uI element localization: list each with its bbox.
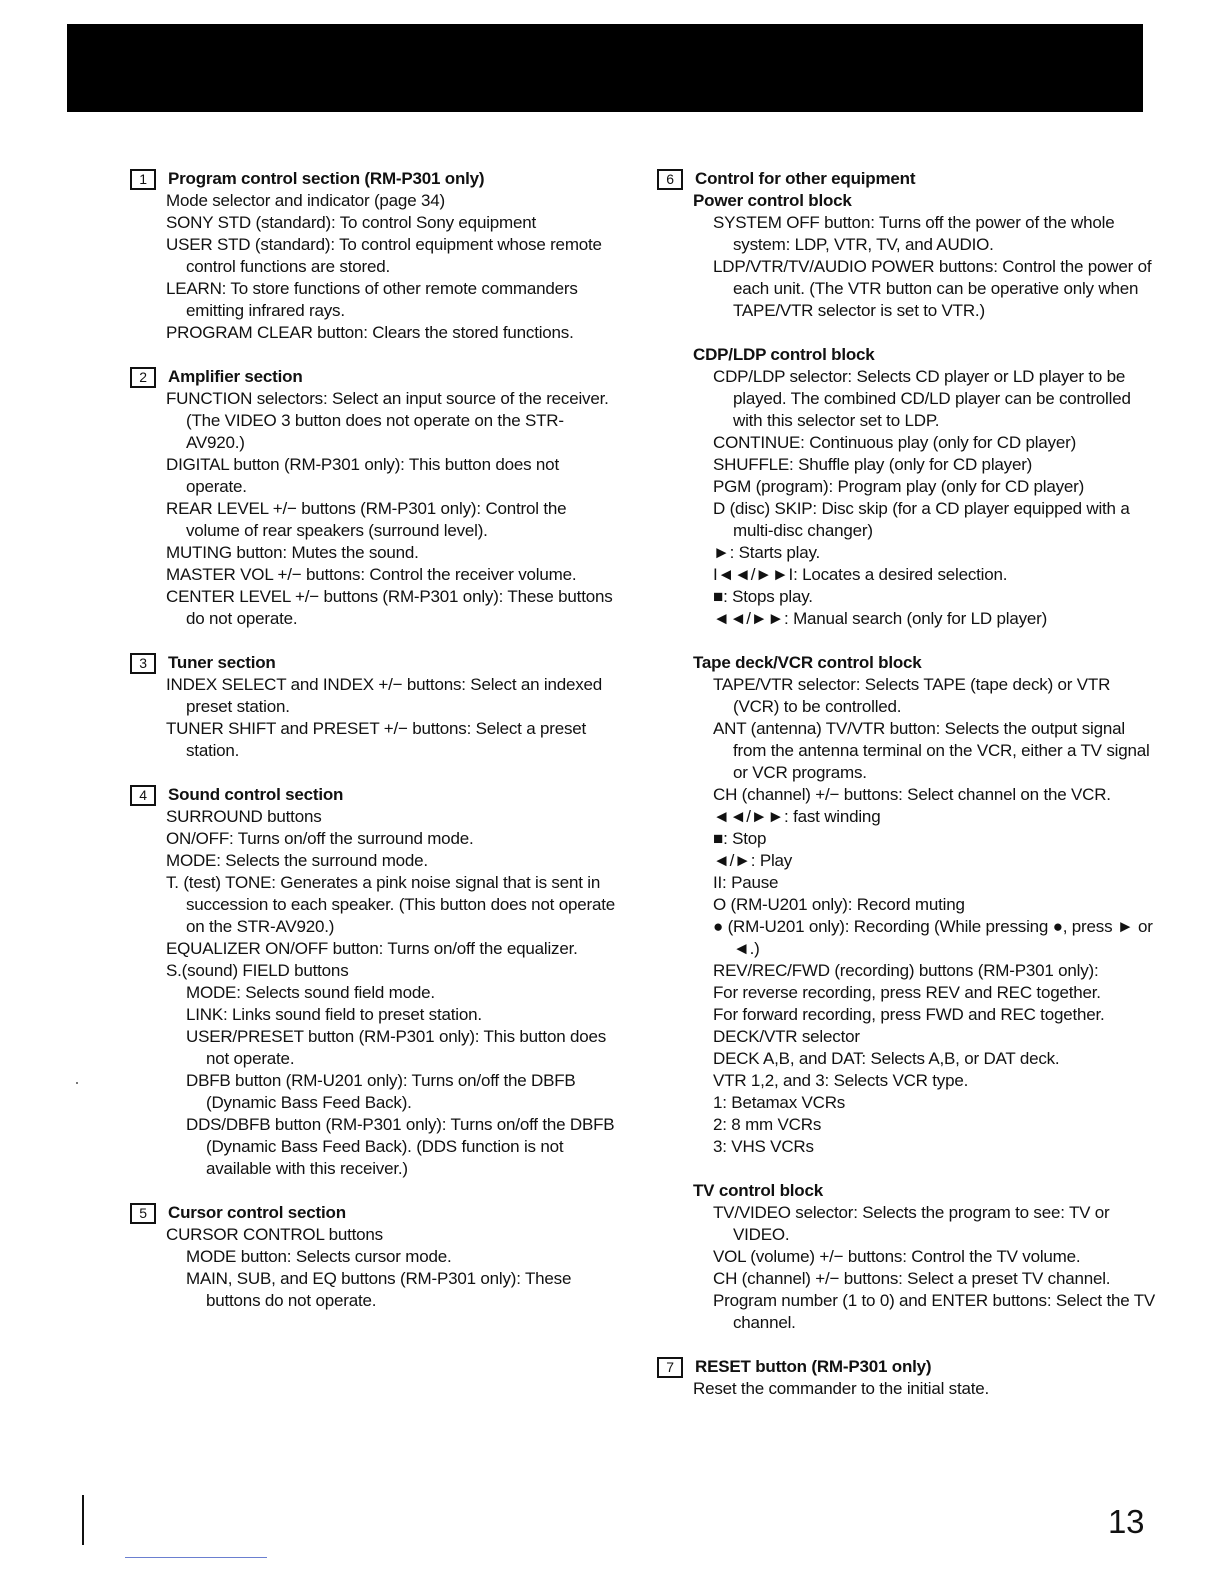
- section-tuner: [130, 652, 620, 762]
- right-column: [657, 168, 1157, 1422]
- list-item: ◄◄/►►: fast winding: [713, 807, 881, 826]
- section-content: [166, 1224, 620, 1312]
- section-content: [166, 806, 620, 1180]
- list-item: II: Pause: [713, 873, 779, 892]
- section-title: Sound control section: [168, 785, 344, 804]
- list-item: ● (RM-U201 only): Recording (While pressing ●, press ► or ◄.): [713, 917, 1153, 958]
- list-item: I◄◄/►►I: Locates a desired selection.: [713, 565, 1008, 584]
- list-item: MAIN, SUB, and EQ buttons (RM-P301 only): These buttons do not operate.: [186, 1269, 572, 1310]
- list-item: ■: Stops play.: [713, 587, 813, 606]
- page-number: 13: [1108, 1503, 1145, 1540]
- list-item: ON/OFF: Turns on/off the surround mode.: [166, 829, 474, 848]
- list-item: MODE: Selects sound field mode.: [186, 983, 435, 1002]
- section-heading: [130, 366, 620, 388]
- list-item: TAPE/VTR selector: Selects TAPE (tape deck) or VTR (VCR) to be controlled.: [713, 675, 1111, 716]
- section-number-box: 2: [130, 367, 156, 388]
- list-item: INDEX SELECT and INDEX +/− buttons: Select an indexed preset station.: [166, 675, 603, 716]
- section-heading: [130, 784, 620, 806]
- list-item: CONTINUE: Continuous play (only for CD player): [713, 433, 1077, 452]
- section-content: [166, 388, 620, 630]
- list-item: ►: Starts play.: [713, 543, 821, 562]
- list-item: USER/PRESET button (RM-P301 only): This button does not operate.: [186, 1027, 607, 1068]
- list-item: EQUALIZER ON/OFF button: Turns on/off the equalizer.: [166, 939, 578, 958]
- field-items: [186, 982, 620, 1180]
- list-item: PGM (program): Program play (only for CD player): [713, 477, 1085, 496]
- list-item: 3: VHS VCRs: [713, 1137, 814, 1156]
- section-heading: [130, 1202, 620, 1224]
- section-heading: [130, 168, 620, 190]
- section-cursor-control: [130, 1202, 620, 1312]
- margin-line: [82, 1495, 84, 1545]
- list-item: For reverse recording, press REV and REC together.: [713, 983, 1101, 1002]
- list-item: CENTER LEVEL +/− buttons (RM-P301 only): These buttons do not operate.: [166, 587, 613, 628]
- list-item: MODE: Selects the surround mode.: [166, 851, 428, 870]
- tape-vcr-control-block: [693, 652, 1157, 1158]
- list-item: PROGRAM CLEAR button: Clears the stored functions.: [166, 323, 574, 342]
- block-title: CDP/LDP control block: [693, 345, 875, 364]
- section-title: Amplifier section: [168, 367, 303, 386]
- section-title: Cursor control section: [168, 1203, 346, 1222]
- section-other-equipment: [657, 168, 1157, 1334]
- list-item: O (RM-U201 only): Record muting: [713, 895, 965, 914]
- list-item: MASTER VOL +/− buttons: Control the receiver volume.: [166, 565, 577, 584]
- block-title: Tape deck/VCR control block: [693, 653, 922, 672]
- list-item: VTR 1,2, and 3: Selects VCR type.: [713, 1071, 969, 1090]
- list-item: Program number (1 to 0) and ENTER buttons: Select the TV channel.: [713, 1291, 1156, 1332]
- list-item: DDS/DBFB button (RM-P301 only): Turns on/off the DBFB (Dynamic Bass Feed Back). (DDS function is not available with this receiver.): [186, 1115, 615, 1178]
- section-reset: [657, 1356, 1157, 1400]
- list-item: SONY STD (standard): To control Sony equipment: [166, 213, 537, 232]
- list-item: MODE button: Selects cursor mode.: [186, 1247, 452, 1266]
- field-label: S.(sound) FIELD buttons: [166, 961, 349, 980]
- list-item: DECK A,B, and DAT: Selects A,B, or DAT deck.: [713, 1049, 1060, 1068]
- section-number-box: 6: [657, 169, 683, 190]
- list-item: SHUFFLE: Shuffle play (only for CD player): [713, 455, 1033, 474]
- header-bar: [67, 24, 1143, 112]
- tv-control-block: [693, 1180, 1157, 1334]
- block-title: TV control block: [693, 1181, 823, 1200]
- list-item: T. (test) TONE: Generates a pink noise signal that is sent in succession to each speaker. (This button does not operate on the STR-AV920.): [166, 873, 615, 936]
- left-column: [130, 168, 620, 1334]
- list-item: CDP/LDP selector: Selects CD player or LD player to be played. The combined CD/LD player can be controlled with this selector set to LDP.: [713, 367, 1131, 430]
- list-item: LINK: Links sound field to preset station.: [186, 1005, 482, 1024]
- list-item: TV/VIDEO selector: Selects the program to see: TV or VIDEO.: [713, 1203, 1110, 1244]
- bottom-rule: [125, 1557, 267, 1558]
- list-item: VOL (volume) +/− buttons: Control the TV volume.: [713, 1247, 1081, 1266]
- section-amplifier: [130, 366, 620, 630]
- section-heading: [130, 652, 620, 674]
- block-title: Power control block: [693, 191, 852, 210]
- section-content: [166, 190, 620, 344]
- section-sound-control: [130, 784, 620, 1180]
- list-item: ◄/►: Play: [713, 851, 793, 870]
- section-number-box: 7: [657, 1357, 683, 1378]
- section-number-box: 3: [130, 653, 156, 674]
- section-program-control: [130, 168, 620, 344]
- section-title: Tuner section: [168, 653, 276, 672]
- list-item: TUNER SHIFT and PRESET +/− buttons: Select a preset station.: [166, 719, 587, 760]
- power-control-block: [693, 190, 1157, 322]
- list-item: LDP/VTR/TV/AUDIO POWER buttons: Control the power of each unit. (The VTR button can be operative only when TAPE/VTR selector is set to VTR.): [713, 257, 1152, 320]
- list-item: CH (channel) +/− buttons: Select channel on the VCR.: [713, 785, 1111, 804]
- section-heading: [657, 168, 1157, 190]
- list-item: DIGITAL button (RM-P301 only): This button does not operate.: [166, 455, 559, 496]
- list-item: LEARN: To store functions of other remote commanders emitting infrared rays.: [166, 279, 578, 320]
- section-heading: [657, 1356, 1157, 1378]
- list-item: For forward recording, press FWD and REC together.: [713, 1005, 1105, 1024]
- list-item: FUNCTION selectors: Select an input source of the receiver. (The VIDEO 3 button does not operate on the STR-AV920.): [166, 389, 609, 452]
- section-number-box: 5: [130, 1203, 156, 1224]
- list-item: Mode selector and indicator (page 34): [166, 191, 445, 210]
- surround-label: SURROUND buttons: [166, 807, 322, 826]
- list-item: Reset the commander to the initial state.: [693, 1379, 990, 1398]
- list-item: D (disc) SKIP: Disc skip (for a CD player equipped with a multi-disc changer): [713, 499, 1130, 540]
- list-item: CURSOR CONTROL buttons: [166, 1225, 383, 1244]
- section-title: Program control section (RM-P301 only): [168, 169, 485, 188]
- list-item: MUTING button: Mutes the sound.: [166, 543, 419, 562]
- section-content: [166, 674, 620, 762]
- section-number-box: 4: [130, 785, 156, 806]
- section-title: RESET button (RM-P301 only): [695, 1357, 932, 1376]
- list-item: ■: Stop: [713, 829, 767, 848]
- list-item: SYSTEM OFF button: Turns off the power of the whole system: LDP, VTR, TV, and AUDIO.: [713, 213, 1115, 254]
- deck-vtr-label: DECK/VTR selector: [713, 1027, 860, 1046]
- list-item: ◄◄/►►: Manual search (only for LD player): [713, 609, 1048, 628]
- cdp-ldp-control-block: [693, 344, 1157, 630]
- list-item: REAR LEVEL +/− buttons (RM-P301 only): Control the volume of rear speakers (surround level).: [166, 499, 567, 540]
- list-item: 2: 8 mm VCRs: [713, 1115, 822, 1134]
- list-item: USER STD (standard): To control equipment whose remote control functions are stored.: [166, 235, 602, 276]
- list-item: REV/REC/FWD (recording) buttons (RM-P301 only):: [713, 961, 1099, 980]
- list-item: ANT (antenna) TV/VTR button: Selects the output signal from the antenna terminal on the VCR, either a TV signal or VCR programs.: [713, 719, 1150, 782]
- list-item: CH (channel) +/− buttons: Select a preset TV channel.: [713, 1269, 1111, 1288]
- section-title: Control for other equipment: [695, 169, 916, 188]
- list-item: 1: Betamax VCRs: [713, 1093, 846, 1112]
- section-content: [693, 1378, 1157, 1400]
- scan-speck: [76, 1082, 78, 1084]
- list-item: DBFB button (RM-U201 only): Turns on/off the DBFB (Dynamic Bass Feed Back).: [186, 1071, 576, 1112]
- section-content: [693, 190, 1157, 1334]
- section-number-box: 1: [130, 169, 156, 190]
